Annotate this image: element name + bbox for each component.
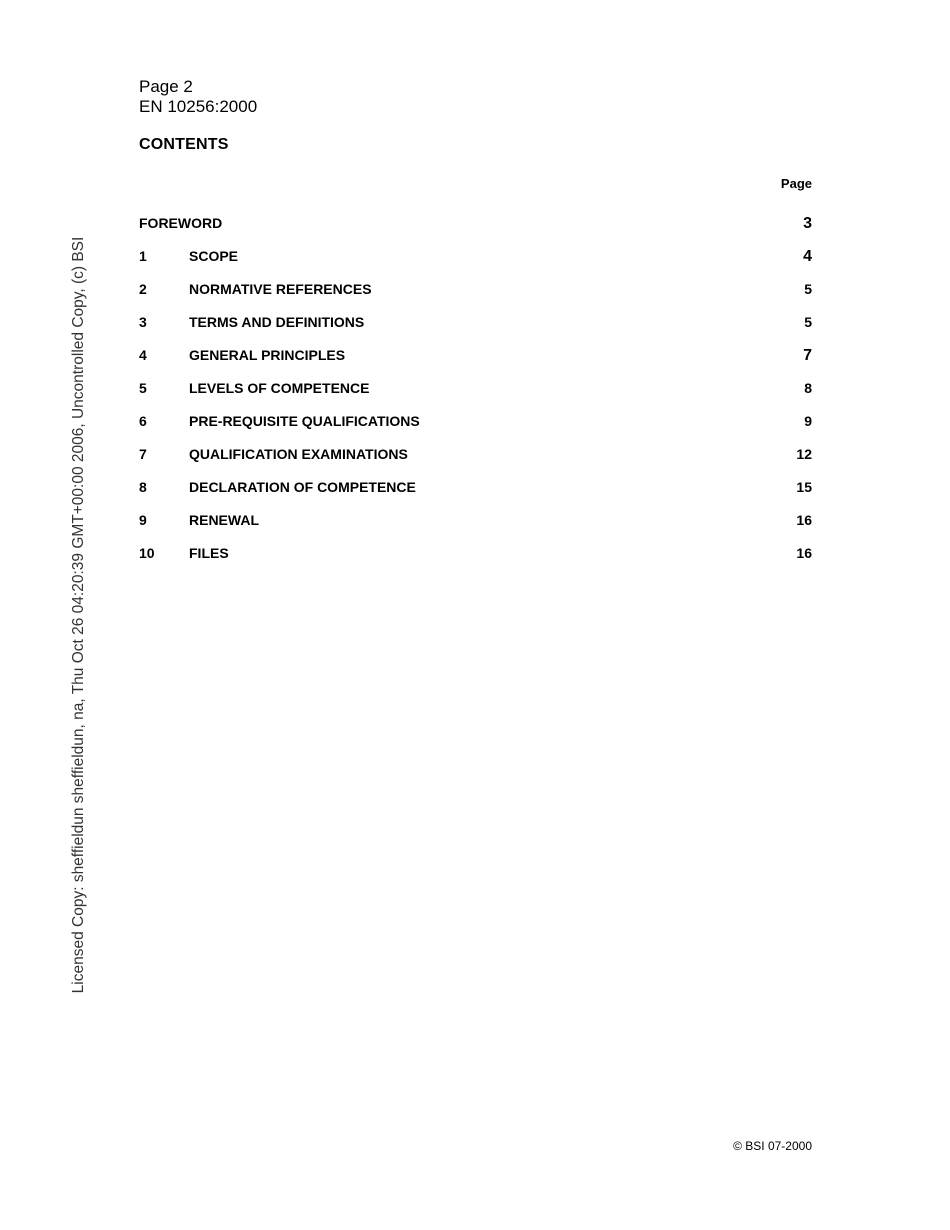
toc-entry-page: 5 [804, 281, 812, 297]
toc-entry-title: FOREWORD [139, 215, 223, 231]
toc-entry-number: 2 [139, 281, 147, 297]
contents-title: CONTENTS [139, 136, 229, 153]
toc-entry-number: 9 [139, 512, 147, 528]
toc-entry-number: 1 [139, 248, 147, 264]
toc-entry-page: 3 [803, 215, 812, 232]
toc-entry-title: TERMS AND DEFINITIONS [189, 314, 365, 330]
toc-entry-title: PRE-REQUISITE QUALIFICATIONS [189, 413, 420, 429]
page-header [139, 77, 257, 117]
toc-entry-10[interactable] [139, 545, 812, 578]
toc-entry-title: SCOPE [189, 248, 239, 264]
toc-entry-number: 7 [139, 446, 147, 462]
toc-entry-title: QUALIFICATION EXAMINATIONS [189, 446, 408, 462]
page-column-label: Page [780, 176, 812, 191]
toc-entry-page: 9 [804, 413, 812, 429]
license-watermark: Licensed Copy: sheffieldun sheffieldun, na, Thu Oct 26 04:20:39 GMT+00:00 2006, Uncontrolled Copy, (c) BSI [70, 236, 87, 994]
toc-entry-number: 6 [139, 413, 147, 429]
page-number: Page 2 [139, 77, 193, 96]
toc-entry-title: DECLARATION OF COMPETENCE [189, 479, 416, 495]
toc-entry-foreword[interactable] [139, 215, 812, 248]
toc-entry-number: 3 [139, 314, 147, 330]
toc-entry-7[interactable] [139, 446, 812, 479]
footer-copyright: © BSI 07-2000 [733, 1139, 812, 1153]
toc-entry-number: 4 [139, 347, 147, 363]
toc-entry-1[interactable] [139, 248, 812, 281]
toc-entry-title: RENEWAL [189, 512, 259, 528]
toc-entry-5[interactable] [139, 380, 812, 413]
table-of-contents [139, 215, 812, 578]
toc-entry-number: 5 [139, 380, 147, 396]
toc-entry-title: NORMATIVE REFERENCES [189, 281, 372, 297]
toc-entry-number: 10 [139, 545, 155, 561]
toc-entry-page: 16 [796, 545, 812, 561]
toc-entry-page: 15 [796, 479, 812, 495]
toc-entry-8[interactable] [139, 479, 812, 512]
toc-entry-page: 16 [796, 512, 812, 528]
toc-entry-2[interactable] [139, 281, 812, 314]
toc-entry-3[interactable] [139, 314, 812, 347]
toc-entry-page: 7 [803, 347, 812, 364]
toc-entry-page: 12 [796, 446, 812, 462]
toc-entry-4[interactable] [139, 347, 812, 380]
toc-entry-page: 5 [804, 314, 812, 330]
standard-id: EN 10256:2000 [139, 97, 258, 116]
toc-entry-6[interactable] [139, 413, 812, 446]
toc-entry-page: 8 [804, 380, 812, 396]
toc-entry-title: LEVELS OF COMPETENCE [189, 380, 370, 396]
toc-entry-title: FILES [189, 545, 229, 561]
toc-entry-page: 4 [803, 248, 812, 265]
toc-entry-9[interactable] [139, 512, 812, 545]
toc-entry-title: GENERAL PRINCIPLES [189, 347, 346, 363]
toc-entry-number: 8 [139, 479, 147, 495]
